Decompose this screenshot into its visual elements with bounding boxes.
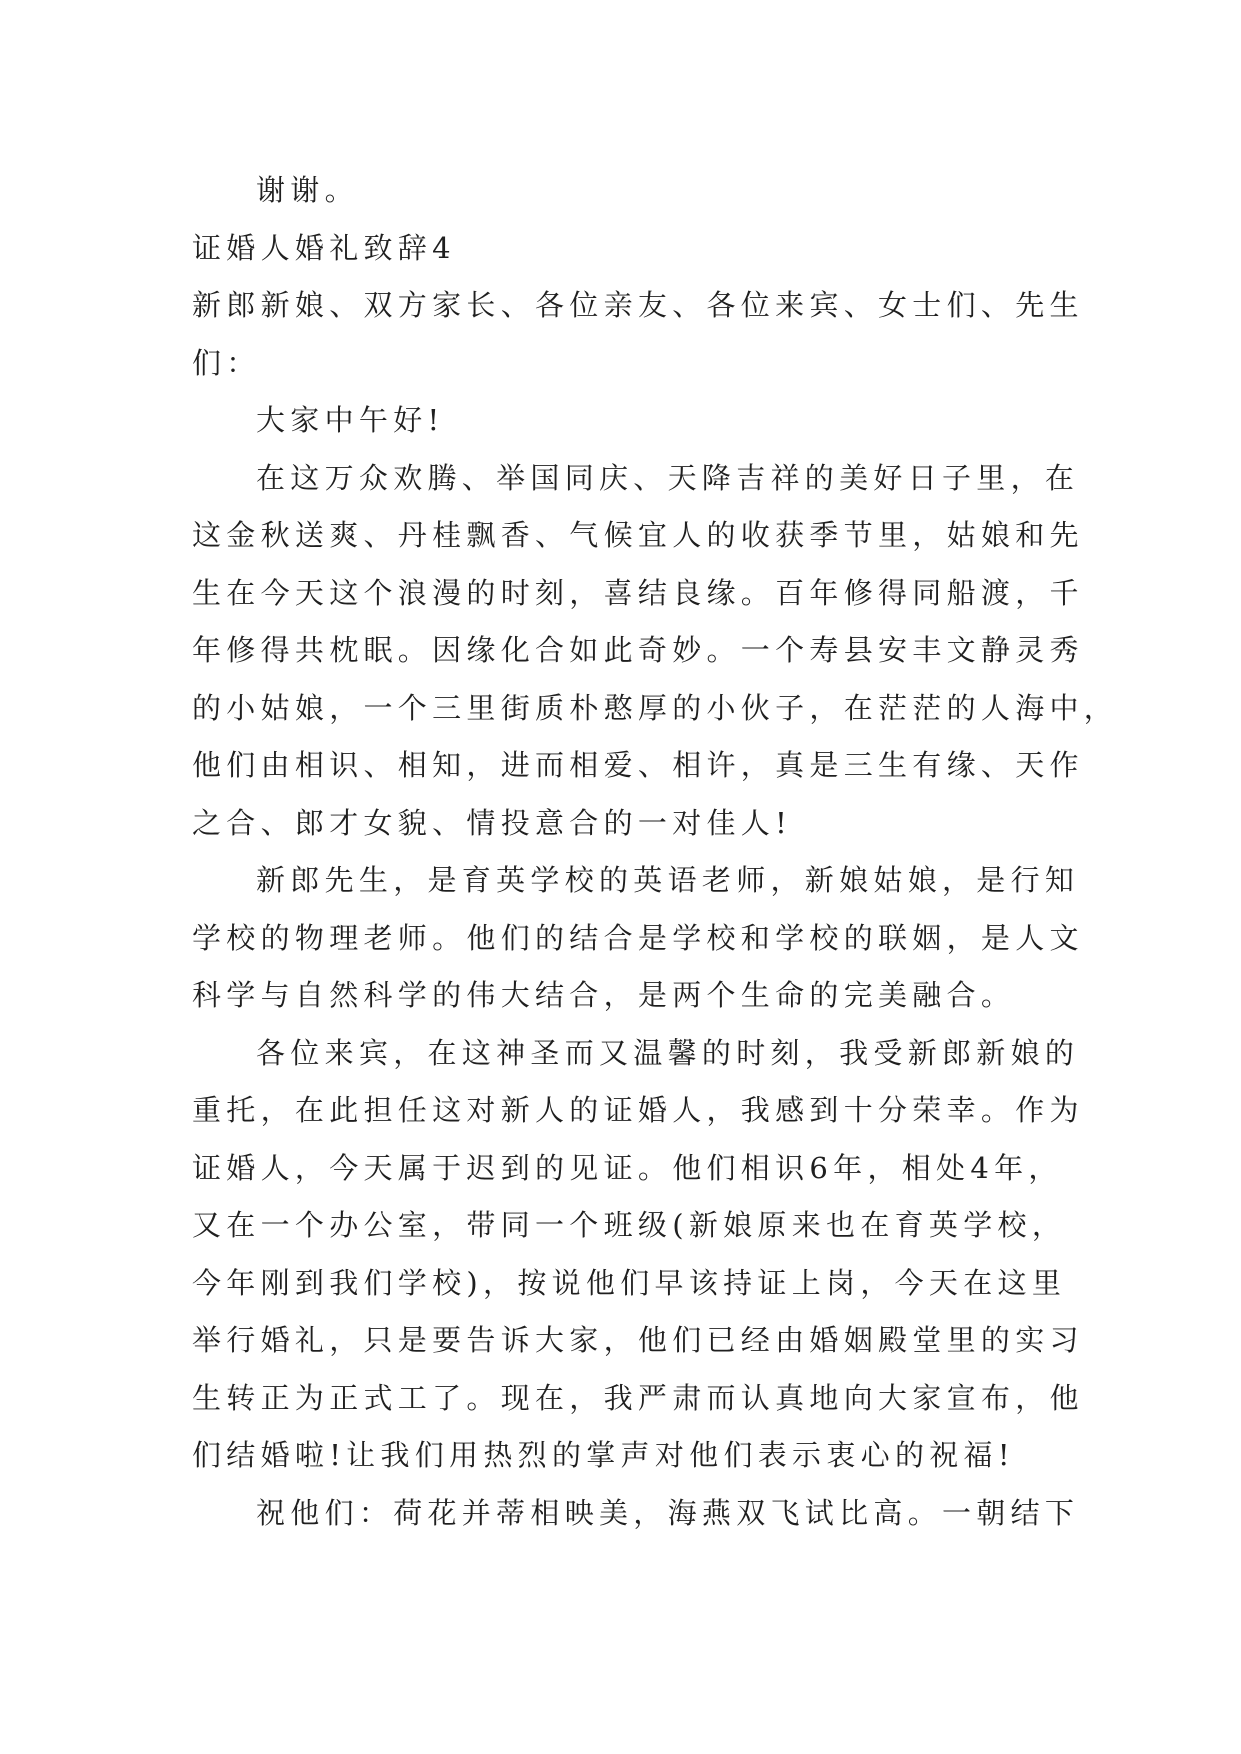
text-line-4: 们： [192,346,261,380]
text-line-22: 生转正为正式工了。现在，我严肃而认真地向大家宣布，他 [192,1381,1084,1415]
text-line-3: 新郎新娘、双方家长、各位亲友、各位来宾、女士们、先生 [192,288,1084,322]
text-line-18: 证婚人，今天属于迟到的见证。他们相识6年，相处4年， [192,1151,1063,1185]
text-line-14: 学校的物理老师。他们的结合是学校和学校的联姻，是人文 [192,921,1084,955]
text-line-5: 大家中午好! [256,403,445,437]
text-line-15: 科学与自然科学的伟大结合，是两个生命的完美融合。 [192,978,1016,1012]
text-line-11: 他们由相识、相知，进而相爱、相许，真是三生有缘、天作 [192,748,1084,782]
section-title: 证婚人婚礼致辞4 [192,231,456,265]
text-line-10: 的小姑娘，一个三里街质朴憨厚的小伙子，在茫茫的人海中， [192,691,1119,725]
text-line-13: 新郎先生，是育英学校的英语老师，新娘姑娘，是行知 [256,863,1080,897]
text-line-9: 年修得共枕眠。因缘化合如此奇妙。一个寿县安丰文静灵秀 [192,633,1084,667]
text-line-24: 祝他们：荷花并蒂相映美，海燕双飞试比高。一朝结下 [256,1496,1080,1530]
text-line-1: 谢谢。 [256,173,359,207]
text-line-17: 重托，在此担任这对新人的证婚人，我感到十分荣幸。作为 [192,1093,1084,1127]
text-line-16: 各位来宾，在这神圣而又温馨的时刻，我受新郎新娘的 [256,1036,1080,1070]
text-line-8: 生在今天这个浪漫的时刻，喜结良缘。百年修得同船渡，千 [192,576,1084,610]
text-line-21: 举行婚礼，只是要告诉大家，他们已经由婚姻殿堂里的实习 [192,1323,1084,1357]
text-line-23: 们结婚啦!让我们用热烈的掌声对他们表示衷心的祝福! [192,1438,1015,1472]
text-line-19: 又在一个办公室，带同一个班级(新娘原来也在育英学校， [192,1208,1067,1242]
text-line-12: 之合、郎才女貌、情投意合的一对佳人! [192,806,793,840]
text-line-20: 今年刚到我们学校)，按说他们早该持证上岗，今天在这里 [192,1266,1067,1300]
text-line-6: 在这万众欢腾、举国同庆、天降吉祥的美好日子里，在 [256,461,1080,495]
text-line-7: 这金秋送爽、丹桂飘香、气候宜人的收获季节里，姑娘和先 [192,518,1084,552]
